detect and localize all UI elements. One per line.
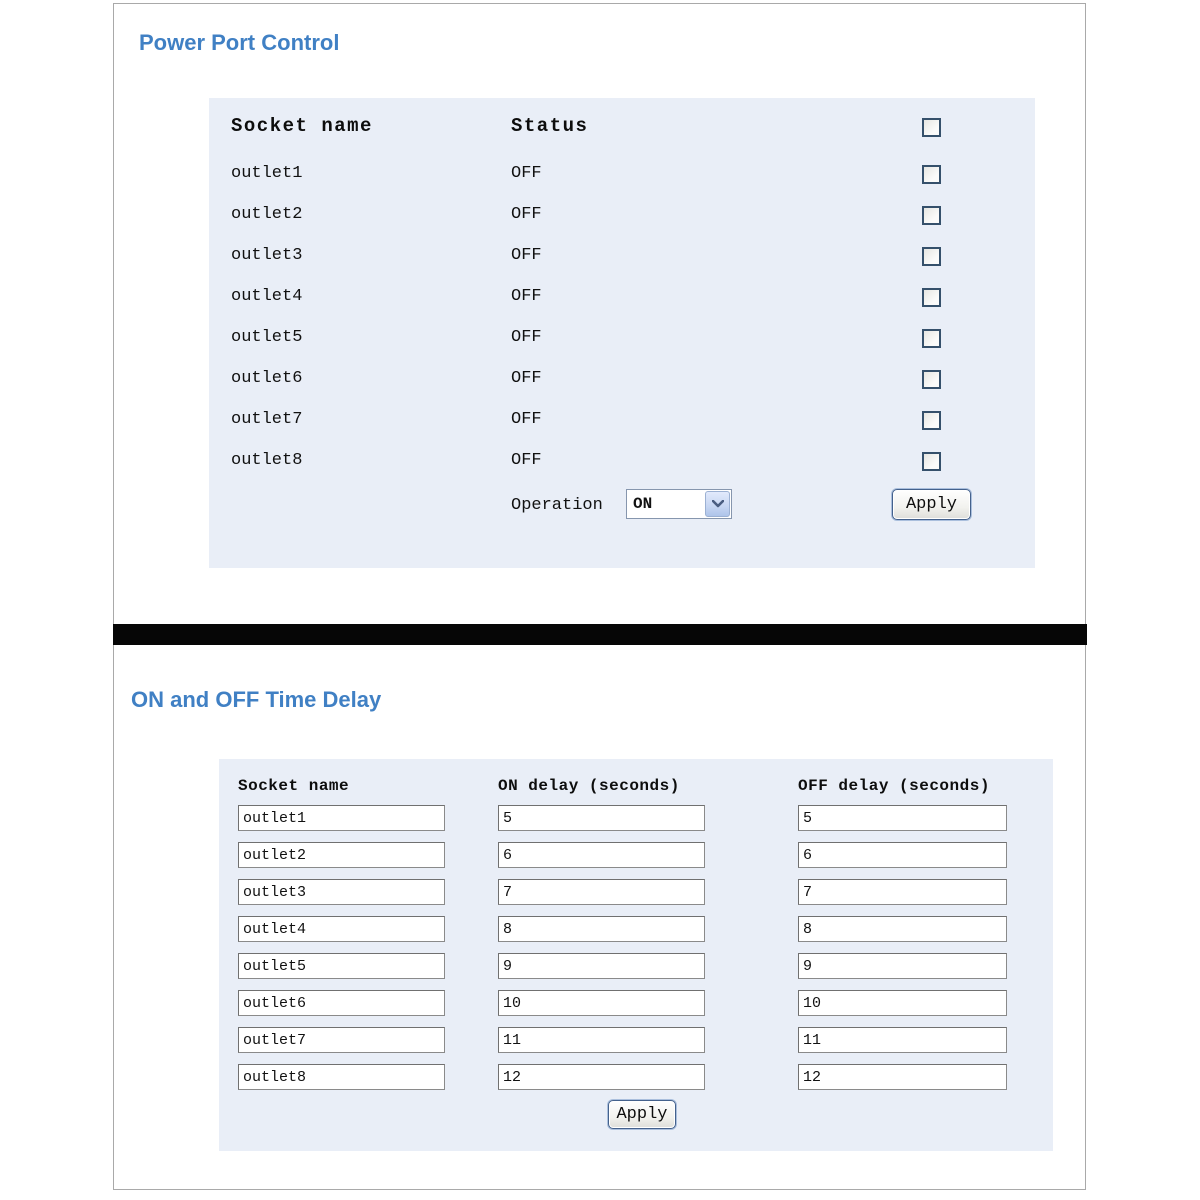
off-delay-input[interactable] bbox=[798, 916, 1007, 942]
outlet-checkbox[interactable] bbox=[922, 411, 941, 430]
delay-apply-button[interactable]: Apply bbox=[608, 1100, 676, 1129]
outlet-checkbox[interactable] bbox=[922, 288, 941, 307]
socket-name-header: Socket name bbox=[231, 115, 373, 137]
section2-title: ON and OFF Time Delay bbox=[131, 687, 382, 712]
on-delay-input[interactable] bbox=[498, 842, 705, 868]
section-divider bbox=[113, 624, 1087, 645]
socket-status: OFF bbox=[511, 246, 542, 265]
socket-name-input[interactable] bbox=[238, 842, 445, 868]
socket-name-input[interactable] bbox=[238, 990, 445, 1016]
time-delay-panel bbox=[219, 759, 1053, 1151]
on-delay-input[interactable] bbox=[498, 1064, 705, 1090]
operation-label: Operation bbox=[511, 496, 603, 515]
on-delay-input[interactable] bbox=[498, 879, 705, 905]
on-delay-header: ON delay (seconds) bbox=[498, 777, 680, 795]
socket-name-input[interactable] bbox=[238, 879, 445, 905]
on-delay-input[interactable] bbox=[498, 805, 705, 831]
off-delay-input[interactable] bbox=[798, 879, 1007, 905]
operation-select[interactable] bbox=[626, 489, 732, 519]
outlet-checkbox[interactable] bbox=[922, 247, 941, 266]
section1-title: Power Port Control bbox=[139, 30, 340, 55]
socket-name: outlet7 bbox=[231, 410, 303, 429]
power-port-panel bbox=[209, 98, 1035, 568]
outlet-checkbox[interactable] bbox=[922, 452, 941, 471]
off-delay-input[interactable] bbox=[798, 1064, 1007, 1090]
off-delay-input[interactable] bbox=[798, 1027, 1007, 1053]
operation-selected-value: ON bbox=[633, 495, 653, 513]
on-delay-input[interactable] bbox=[498, 990, 705, 1016]
chevron-down-icon[interactable] bbox=[705, 491, 730, 517]
off-delay-input[interactable] bbox=[798, 953, 1007, 979]
socket-name: outlet8 bbox=[231, 451, 303, 470]
socket-status: OFF bbox=[511, 369, 542, 388]
socket-name: outlet2 bbox=[231, 205, 303, 224]
socket-status: OFF bbox=[511, 328, 542, 347]
socket-name-input[interactable] bbox=[238, 805, 445, 831]
on-delay-input[interactable] bbox=[498, 953, 705, 979]
status-header: Status bbox=[511, 115, 589, 137]
socket-status: OFF bbox=[511, 451, 542, 470]
on-delay-input[interactable] bbox=[498, 1027, 705, 1053]
off-delay-input[interactable] bbox=[798, 842, 1007, 868]
socket-status: OFF bbox=[511, 205, 542, 224]
outlet-checkbox[interactable] bbox=[922, 165, 941, 184]
socket-name-input[interactable] bbox=[238, 1064, 445, 1090]
off-delay-header: OFF delay (seconds) bbox=[798, 777, 990, 795]
socket-name: outlet6 bbox=[231, 369, 303, 388]
off-delay-input[interactable] bbox=[798, 805, 1007, 831]
outlet-checkbox[interactable] bbox=[922, 370, 941, 389]
socket-name-input[interactable] bbox=[238, 1027, 445, 1053]
socket-name: outlet4 bbox=[231, 287, 303, 306]
on-delay-input[interactable] bbox=[498, 916, 705, 942]
select-all-checkbox[interactable] bbox=[922, 118, 941, 137]
outlet-checkbox[interactable] bbox=[922, 329, 941, 348]
socket-status: OFF bbox=[511, 287, 542, 306]
content-frame bbox=[113, 3, 1086, 1190]
delay-socket-name-header: Socket name bbox=[238, 777, 350, 795]
socket-name: outlet3 bbox=[231, 246, 303, 265]
socket-name-input[interactable] bbox=[238, 916, 445, 942]
socket-status: OFF bbox=[511, 410, 542, 429]
power-apply-button[interactable]: Apply bbox=[892, 489, 971, 520]
off-delay-input[interactable] bbox=[798, 990, 1007, 1016]
socket-name-input[interactable] bbox=[238, 953, 445, 979]
socket-name: outlet5 bbox=[231, 328, 303, 347]
outlet-checkbox[interactable] bbox=[922, 206, 941, 225]
socket-status: OFF bbox=[511, 164, 542, 183]
socket-name: outlet1 bbox=[231, 164, 303, 183]
